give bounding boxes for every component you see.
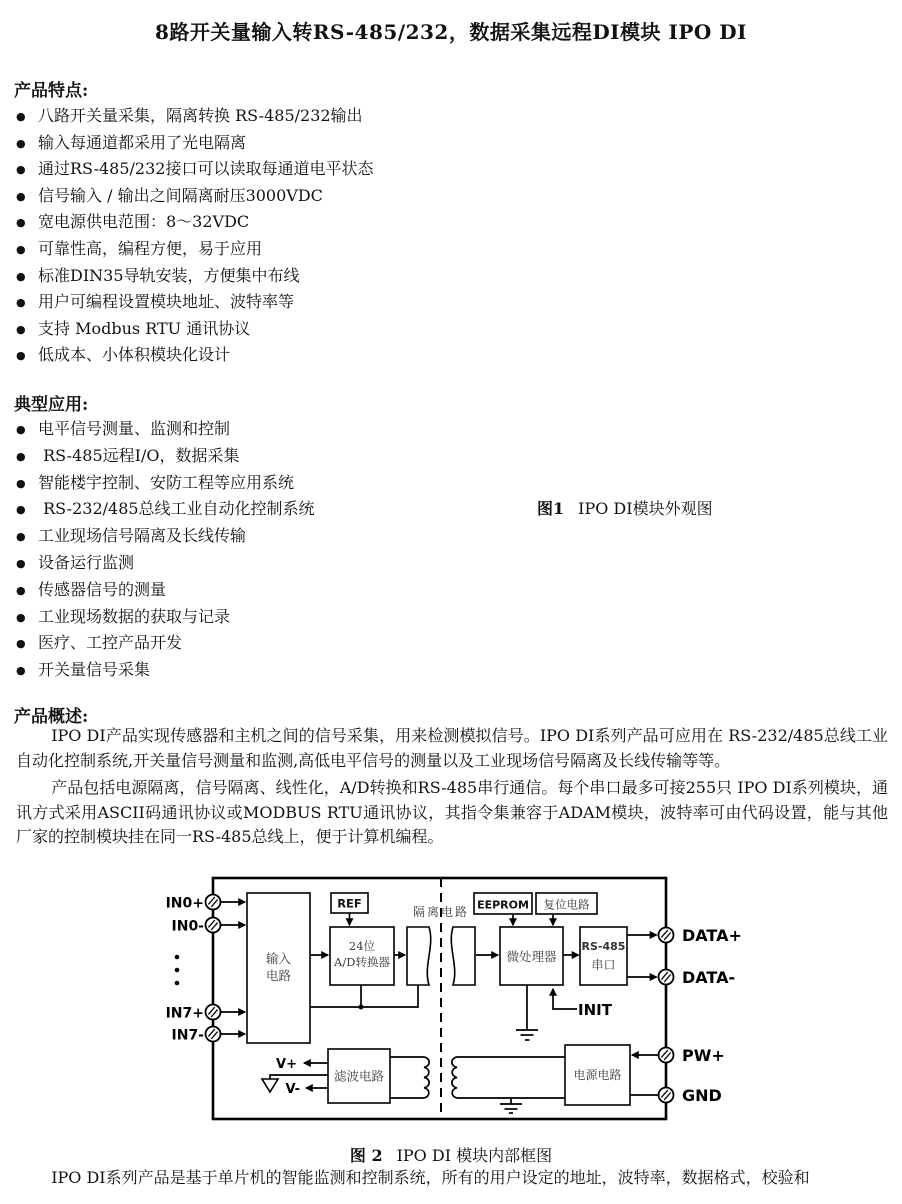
isolation-circuit-label: 隔离电路 [412, 905, 470, 919]
list-item-text: 工业现场数据的获取与记录 [38, 606, 231, 626]
terminal-data-plus [659, 928, 674, 943]
list-item [16, 130, 373, 157]
terminal-gnd [659, 1088, 674, 1103]
figure1-caption [537, 496, 713, 519]
list-item [16, 316, 373, 343]
block-input-line1: 输入 [265, 951, 292, 966]
list-item-text: 医疗、工控产品开发 [38, 633, 183, 653]
list-item [16, 550, 315, 577]
list-item [16, 604, 315, 631]
list-item [16, 236, 373, 263]
block-diagram [0, 868, 902, 1123]
label-in0-plus: IN0+ [165, 895, 204, 912]
figure2-label: 图 2 [349, 1146, 383, 1165]
list-item [16, 523, 315, 550]
list-item-text: 可靠性高，编程方便，易于应用 [38, 238, 263, 258]
block-filter-circuit [328, 1049, 390, 1103]
block-input-line2: 电路 [265, 968, 292, 983]
list-item-text: 智能楼宇控制、安防工程等应用系统 [38, 472, 295, 492]
block-adc-line1: 24位 [348, 939, 376, 953]
figure1-caption-text: IPO DI模块外观图 [578, 499, 713, 518]
list-item-text: 八路开关量采集，隔离转换 RS-485/232输出 [38, 106, 363, 125]
figure1-label: 图1 [537, 499, 565, 518]
label-data-minus: DATA- [682, 968, 736, 987]
block-rs485-line1: RS-485 [581, 940, 626, 953]
block-rs485-line2: 串口 [591, 958, 616, 972]
block-mcu [500, 927, 563, 985]
bullet-icon: ● [16, 476, 26, 490]
applications-list [16, 416, 315, 684]
terminal-in7-plus [206, 1005, 221, 1020]
bullet-icon: ● [16, 610, 26, 624]
features-heading: 产品特点: [14, 81, 89, 101]
bullet-icon: ● [16, 110, 26, 123]
bullet-icon: ● [16, 637, 26, 651]
bullet-icon: ● [16, 423, 26, 436]
bullet-icon: ● [16, 349, 26, 363]
list-item-text: 用户可编程设置模块地址、波特率等 [38, 292, 295, 312]
list-item-text: 电平信号测量、监测和控制 [38, 419, 231, 438]
bullet-icon: ● [16, 556, 26, 570]
list-item-text: 开关量信号采集 [38, 660, 151, 680]
list-item [16, 443, 315, 470]
block-ref [331, 893, 368, 913]
block-filter-label: 滤波电路 [333, 1068, 385, 1084]
overview-paragraph-1: IPO DI产品实现传感器和主机之间的信号采集，用来检测模拟信号。IPO DI系列产品可应用在 RS-232/485总线工业自动化控制系统,开关量信号测量和监测,高低电平信号的测量以及工业现场信号隔离及长线传输等等。 [16, 726, 888, 770]
figure2-caption [0, 1143, 902, 1166]
bullet-icon: ● [16, 296, 26, 310]
list-item [16, 657, 315, 684]
list-item [16, 156, 373, 183]
bullet-icon: ● [16, 664, 26, 678]
list-item-text: RS-485远程I/O，数据采集 [38, 445, 240, 465]
list-item-text: 工业现场信号隔离及长线传输 [38, 526, 247, 546]
terminal-pw-plus [659, 1048, 674, 1063]
channel-ellipsis-dots [175, 955, 180, 986]
label-in7-plus: IN7+ [165, 1005, 204, 1022]
list-item [16, 342, 373, 369]
terminal-in7-minus [206, 1027, 221, 1042]
block-reset-label: 复位电路 [543, 897, 590, 912]
transformer-coil-left [424, 1057, 429, 1098]
figure2-caption-text: IPO DI 模块内部框图 [396, 1146, 553, 1165]
transformer-coil-right [452, 1057, 457, 1098]
applications-heading: 典型应用: [14, 395, 89, 415]
list-item [16, 289, 373, 316]
v-plus-label: V+ [276, 1057, 297, 1072]
list-item-text: 通过RS-485/232接口可以读取每通道电平状态 [38, 159, 374, 179]
block-input-circuit [247, 893, 310, 1043]
block-eeprom [474, 893, 532, 914]
block-adc-line2: A/D转换器 [334, 955, 390, 969]
list-item [16, 103, 373, 130]
bullet-icon: ● [16, 189, 26, 203]
wire-junction-dot [359, 1005, 364, 1010]
features-list [16, 103, 373, 369]
terminal-in0-plus [206, 895, 221, 910]
v-minus-label: V- [285, 1082, 300, 1097]
bullet-icon: ● [16, 136, 26, 150]
closing-paragraph: IPO DI系列产品是基于单片机的智能监测和控制系统，所有的用户设定的地址，波特率，数据格式，校验和 [51, 1168, 810, 1187]
terminal-data-minus [659, 970, 674, 985]
bullet-icon: ● [16, 449, 26, 463]
label-in0-minus: IN0- [171, 918, 204, 935]
page-title: 8路开关量输入转RS-485/232，数据采集远程DI模块 IPO DI [155, 20, 747, 44]
overview-heading: 产品概述: [14, 707, 89, 727]
list-item-text: 支持 Modbus RTU 通讯协议 [38, 318, 251, 338]
list-item-text: 设备运行监测 [38, 552, 135, 572]
list-item [16, 630, 315, 657]
block-reset-circuit [536, 893, 597, 914]
list-item [16, 577, 315, 604]
overview-paragraph-2: 产品包括电源隔离，信号隔离、线性化，A/D转换和RS-485串行通信。每个串口最多可接255只 IPO DI系列模块，通讯方式采用ASCII码通讯协议或MODBUS RTU通讯协议，其指令集兼容于ADAM模块，波特率可由代码设置，能与其他厂家的控制模块挂在同一RS-485总线上，便于计算机编程。 [16, 778, 888, 846]
label-in7-minus: IN7- [171, 1027, 204, 1044]
bullet-icon: ● [16, 216, 26, 230]
block-rs485-port [580, 927, 627, 985]
bullet-icon: ● [16, 322, 26, 336]
block-mcu-label: 微处理器 [506, 949, 557, 964]
list-item [16, 209, 373, 236]
list-item-text: 标准DIN35导轨安装，方便集中布线 [38, 265, 300, 285]
list-item-text: 传感器信号的测量 [38, 579, 167, 599]
block-adc [330, 927, 394, 985]
bullet-icon: ● [16, 269, 26, 283]
bullet-icon: ● [16, 242, 26, 256]
label-gnd: GND [682, 1086, 722, 1105]
block-power-label: 电源电路 [573, 1068, 622, 1082]
list-item [16, 470, 315, 497]
bullet-icon: ● [16, 503, 26, 517]
analog-ground-triangle-icon [262, 1079, 278, 1092]
label-data-plus: DATA+ [682, 926, 742, 945]
list-item-text: 宽电源供电范围：8～32VDC [38, 212, 250, 232]
list-item [16, 263, 373, 290]
block-power-circuit [565, 1045, 630, 1105]
block-eeprom-label: EEPROM [477, 898, 529, 912]
list-item [16, 496, 315, 523]
init-label: INIT [578, 1001, 612, 1019]
list-item-text: RS-232/485总线工业自动化控制系统 [38, 499, 315, 519]
list-item-text: 信号输入 / 输出之间隔离耐压3000VDC [38, 185, 323, 205]
terminal-in0-minus [206, 918, 221, 933]
bullet-icon: ● [16, 163, 26, 177]
list-item-text: 低成本、小体积模块化设计 [38, 345, 231, 365]
list-item-text: 输入每通道都采用了光电隔离 [38, 132, 247, 152]
list-item [16, 416, 315, 443]
list-item [16, 183, 373, 210]
block-ref-label: REF [337, 896, 362, 911]
bullet-icon: ● [16, 530, 26, 544]
bullet-icon: ● [16, 583, 26, 597]
label-pw-plus: PW+ [682, 1046, 725, 1065]
